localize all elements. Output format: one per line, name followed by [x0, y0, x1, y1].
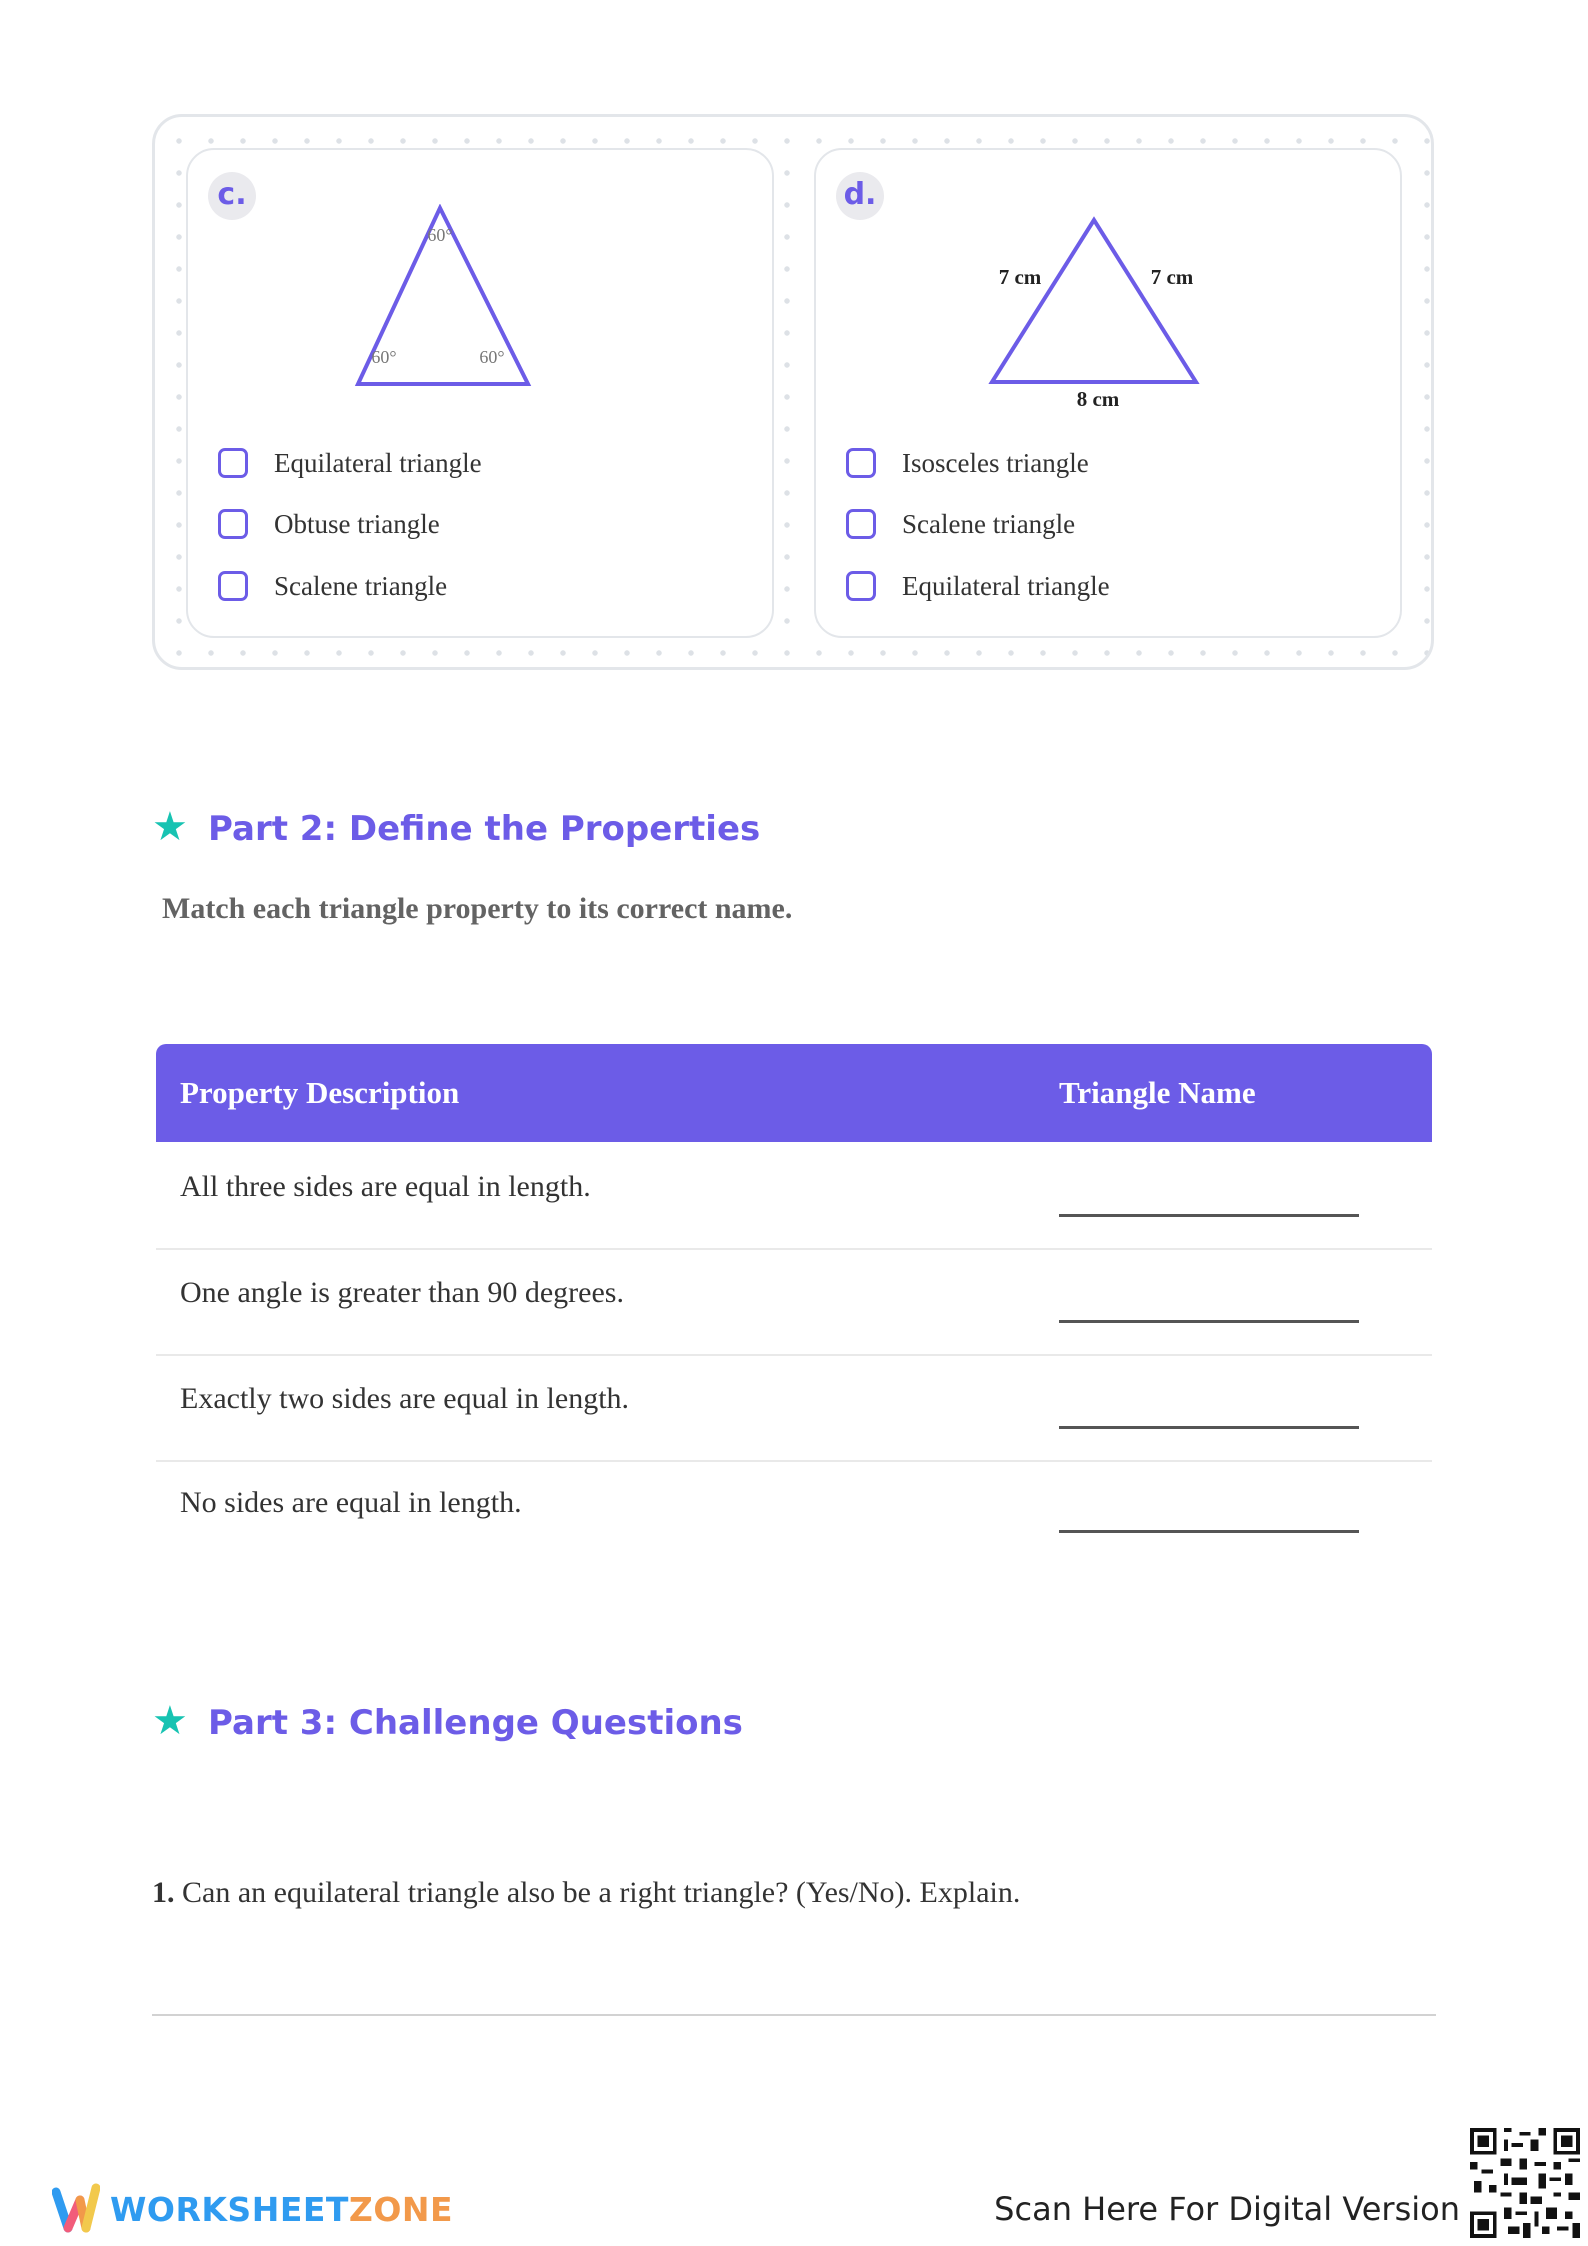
part2-instruction: Match each triangle property to its correct name. — [162, 892, 793, 925]
qr-code-icon[interactable] — [1470, 2128, 1580, 2238]
answer-blank[interactable] — [1059, 1426, 1359, 1429]
option-label: Scalene triangle — [902, 509, 1076, 539]
scan-caption: Scan Here For Digital Version — [994, 2190, 1460, 2228]
star-icon: ★ — [152, 1698, 188, 1744]
equilateral-triangle-diagram — [328, 204, 558, 394]
question-letter-c: c. — [208, 172, 256, 220]
side-label-bottom: 8 cm — [1076, 387, 1120, 410]
angle-label-right: 60° — [479, 347, 505, 367]
isosceles-triangle-diagram — [976, 210, 1216, 410]
triangle-shape — [992, 220, 1196, 382]
worksheetzone-logo[interactable] — [110, 2190, 453, 2229]
checkbox-icon[interactable] — [846, 509, 876, 539]
option-label: Obtuse triangle — [274, 509, 440, 539]
question-card-d — [814, 148, 1402, 638]
question-letter-d: d. — [836, 172, 884, 220]
challenge-question-1 — [152, 1876, 1020, 1910]
checkbox-icon[interactable] — [218, 571, 248, 601]
part3-title: Part 3: Challenge Questions — [208, 1703, 743, 1743]
option-label: Equilateral triangle — [902, 571, 1110, 601]
option-label: Isosceles triangle — [902, 448, 1089, 478]
checkbox-icon[interactable] — [846, 571, 876, 601]
logo-text-worksheet: WORKSHEET — [110, 2190, 349, 2229]
table-row — [156, 1248, 1432, 1356]
checkbox-icon[interactable] — [218, 448, 248, 478]
checkbox-icon[interactable] — [846, 448, 876, 478]
option-label: Scalene triangle — [274, 571, 448, 601]
answer-blank[interactable] — [1059, 1214, 1359, 1217]
property-description: Exactly two sides are equal in length. — [180, 1382, 630, 1415]
property-description: One angle is greater than 90 degrees. — [180, 1276, 624, 1309]
answer-line[interactable] — [152, 2014, 1436, 2016]
side-label-left: 7 cm — [998, 265, 1042, 289]
table-row — [156, 1142, 1432, 1250]
answer-blank[interactable] — [1059, 1320, 1359, 1323]
question-text: Can an equilateral triangle also be a right triangle? (Yes/No). Explain. — [174, 1876, 1021, 1909]
angle-label-left: 60° — [371, 347, 397, 367]
property-description: All three sides are equal in length. — [180, 1170, 591, 1203]
angle-label-top: 60° — [427, 225, 453, 245]
star-icon: ★ — [152, 804, 188, 850]
checkbox-icon[interactable] — [218, 509, 248, 539]
header-triangle-name: Triangle Name — [1059, 1075, 1256, 1110]
table-row — [156, 1354, 1432, 1462]
header-property-description: Property Description — [180, 1075, 460, 1110]
logo-text-zone: ZONE — [348, 2190, 454, 2229]
side-label-right: 7 cm — [1150, 265, 1194, 289]
property-description: No sides are equal in length. — [180, 1486, 522, 1519]
table-row — [156, 1458, 1432, 1564]
table-header — [156, 1044, 1432, 1142]
option-label: Equilateral triangle — [274, 448, 482, 478]
question-card-c — [186, 148, 774, 638]
answer-blank[interactable] — [1059, 1530, 1359, 1533]
worksheetzone-logo-icon — [52, 2180, 100, 2236]
question-number: 1. — [152, 1876, 175, 1909]
part2-title: Part 2: Define the Properties — [208, 809, 761, 849]
